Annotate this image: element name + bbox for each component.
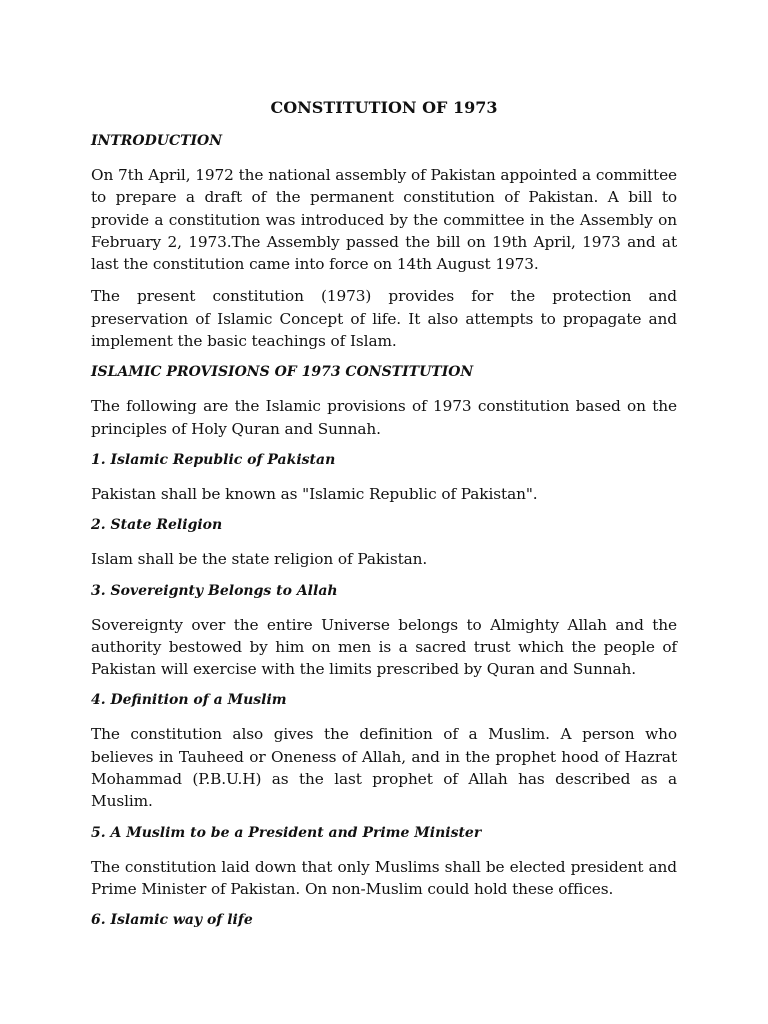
provisions-heading: ISLAMIC PROVISIONS OF 1973 CONSTITUTION [91,364,474,381]
introduction-paragraph-2: The present constitution (1973) provides for the protection and preservation of Islamic Concept of life. It also attempts to propagate and implement the basic teachings of Islam. [91,287,677,351]
section-5-body: The constitution laid down that only Muslims shall be elected president and Prime Minister of Pakistan. On non-Muslim could hold these offices. [91,857,677,898]
provisions-intro-paragraph: The following are the Islamic provisions of 1973 constitution based on the principles of Holy Quran and Sunnah. [91,397,677,438]
section-3-body: Sovereignty over the entire Universe belongs to Almighty Allah and the authority bestowed by him on men is a sacred trust which the people of Pakistan will exercise with the limits prescribed by Quran and Sunnah. [91,615,677,679]
section-3-heading: 3. Sovereignty Belongs to Allah [91,582,338,599]
section-2-heading: 2. State Religion [91,517,223,534]
section-4-heading: 4. Definition of a Muslim [91,692,287,709]
document-title: CONSTITUTION OF 1973 [270,98,498,117]
section-4-body: The constitution also gives the definition of a Muslim. A person who believes in Tauheed or Oneness of Allah, and in the prophet hood of Hazrat Mohammad (P.B.U.H) as the last prophet of Allah has described as a Muslim. [91,725,677,811]
introduction-heading: INTRODUCTION [91,133,223,149]
section-1-body: Pakistan shall be known as "Islamic Republic of Pakistan". [91,484,538,503]
document-content [91,97,677,943]
section-5-heading: 5. A Muslim to be a President and Prime Minister [91,824,482,841]
section-1-heading: 1. Islamic Republic of Pakistan [91,451,336,468]
section-2-body: Islam shall be the state religion of Pakistan. [91,550,428,569]
section-6-heading: 6. Islamic way of life [91,912,253,929]
introduction-paragraph-1: On 7th April, 1972 the national assembly of Pakistan appointed a committee to prepare a draft of the permanent constitution of Pakistan. A bill to provide a constitution was introduced by the committee in the Assembly on February 2, 1973.The Assembly passed the bill on 19th April, 1973 and at last the constitution came into force on 14th August 1973. [91,166,677,274]
